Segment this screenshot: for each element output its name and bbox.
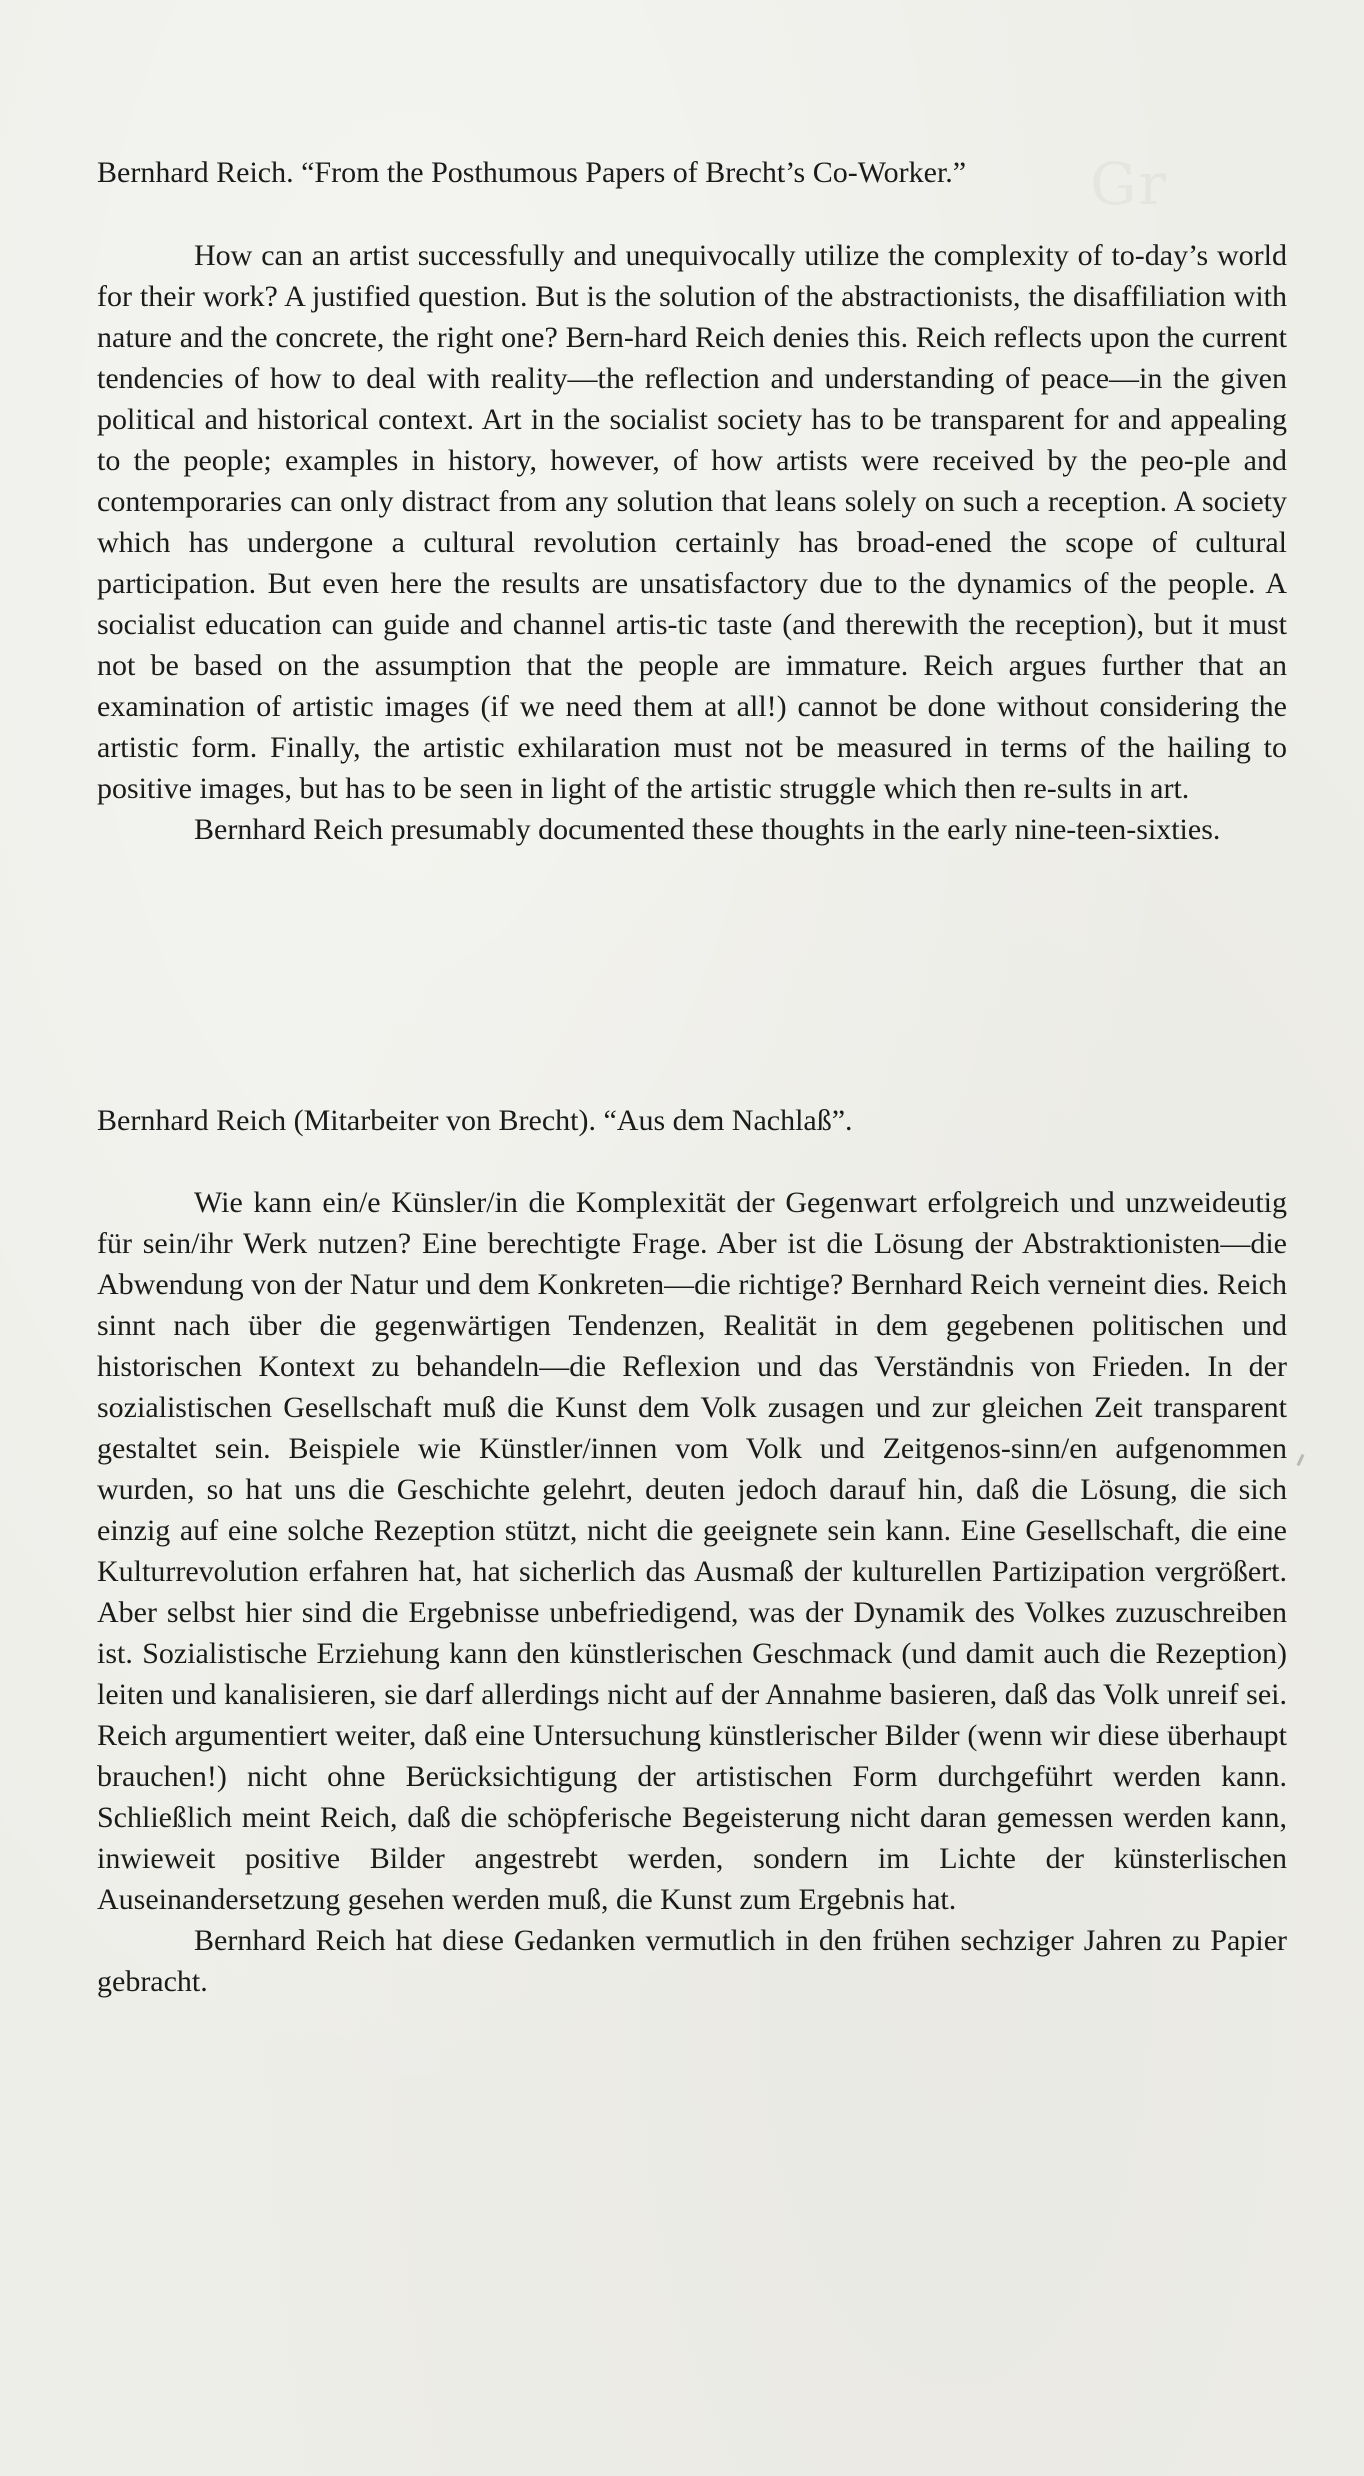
german-paragraph-1: Wie kann ein/e Künsler/in die Komplexität der Gegenwart erfolgreich und unzweideutig für sein/ihr Werk nutzen? Eine berechtigte Frage. Aber ist die Lösung der Abstraktionisten—die Abwendung von der Natur und dem Konkreten—die richtige? Bernhard Reich verneint dies. Reich sinnt nach über die gegenwärtigen Tendenzen, Realität in dem gegebenen politischen und historischen Kontext zu behandeln—die Reflexion und das Verständnis von Frieden. In der sozialistischen Gesellschaft muß die Kunst dem Volk zusagen und zur gleichen Zeit transparent gestaltet sein. Beispiele wie Künstler/innen vom Volk und Zeitgenos-sinn/en aufgenommen wurden, so hat uns die Geschichte gelehrt, deuten jedoch darauf hin, daß die Lösung, die sich einzig auf eine solche Rezeption stützt, nicht die geeignete sein kann. Eine Gesellschaft, die eine Kulturrevolution erfahren hat, hat sicherlich das Ausmaß der kulturellen Partizipation vergrößert. Aber selbst hier sind die Ergebnisse unbefriedigend, was der Dynamik des Volkes zuzuschreiben ist. Sozialistische Erziehung kann den künstlerischen Geschmack (und damit auch die Rezeption) leiten und kanalisieren, sie darf allerdings nicht auf der Annahme basieren, daß das Volk unreif sei. Reich argumentiert weiter, daß eine Untersuchung künstlerischer Bilder (wenn wir diese überhaupt brauchen!) nicht ohne Berücksichtigung der artistischen Form durchgeführt werden kann. Schließlich meint Reich, daß die schöpferische Begeisterung nicht daran gemessen werden kann, inwieweit positive Bilder angestrebt werden, sondern im Lichte der künsterlischen Auseinandersetzung gesehen werden muß, die Kunst zum Ergebnis hat. [97,1186,1287,1916]
german-body [97,1182,1287,2002]
english-heading: Bernhard Reich. “From the Posthumous Papers of Brecht’s Co-Worker.” [97,156,967,189]
german-paragraph-2: Bernhard Reich hat diese Gedanken vermutlich in den frühen sechziger Jahren zu Papier gebracht. [97,1924,1287,1998]
german-heading: Bernhard Reich (Mitarbeiter von Brecht). “Aus dem Nachlaß”. [97,1104,853,1137]
paper-speck [1297,1454,1305,1466]
show-through-mark: Gr [1090,150,1169,218]
english-paragraph-1: How can an artist successfully and unequivocally utilize the complexity of to-day’s world for their work? A justified question. But is the solution of the abstractionists, the disaffiliation with nature and the concrete, the right one? Bern-hard Reich denies this. Reich reflects upon the current tendencies of how to deal with reality—the reflection and understanding of peace—in the given political and historical context. Art in the socialist society has to be transparent for and appealing to the people; examples in history, however, of how artists were received by the peo-ple and contemporaries can only distract from any solution that leans solely on such a reception. A society which has undergone a cultural revolution certainly has broad-ened the scope of cultural participation. But even here the results are unsatisfactory due to the dynamics of the people. A socialist education can guide and channel artis-tic taste (and therewith the reception), but it must not be based on the assumption that the people are immature. Reich argues further that an examination of artistic images (if we need them at all!) cannot be done without considering the artistic form. Finally, the artistic exhilaration must not be measured in terms of the hailing to positive images, but has to be seen in light of the artistic struggle which then re-sults in art. [97,239,1287,805]
english-paragraph-2: Bernhard Reich presumably documented these thoughts in the early nine-teen-sixties. [194,813,1221,846]
english-body [97,235,1287,850]
